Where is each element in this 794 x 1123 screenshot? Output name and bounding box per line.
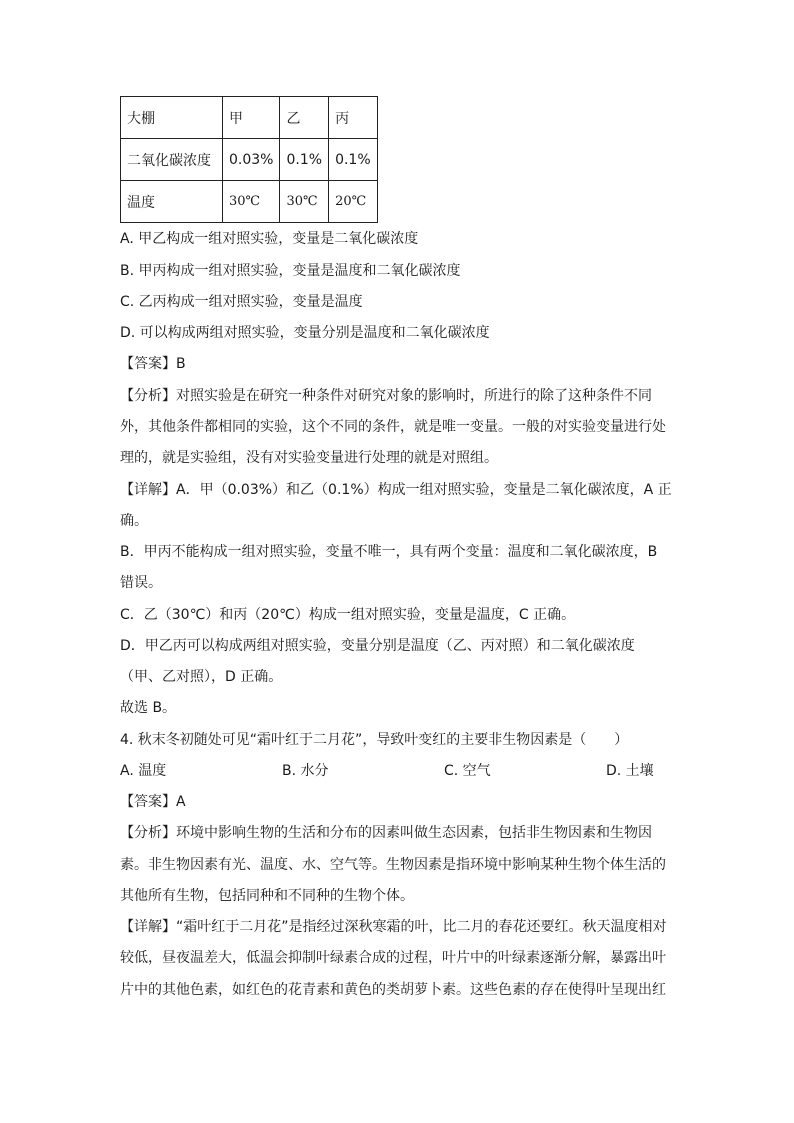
table-row [121,139,378,181]
table-header-cell: 甲 [223,97,280,139]
q3-answer: 【答案】B [120,356,186,372]
q3-detail-line: 故选 B。 [120,700,177,716]
q4-detail-line: 【详解】“霜叶红于二月花”是指经过深秋寒霜的叶，比二月的春花还要红。秋天温度相对 [120,919,667,935]
table-cell: 30℃ [280,181,329,223]
table-cell: 二氧化碳浓度 [121,139,223,181]
q3-detail-line: B．甲丙不能构成一组对照实验，变量不唯一，具有两个变量：温度和二氧化碳浓度，B [120,544,658,560]
q3-detail-line: 确。 [120,513,148,529]
q4-option-b: B. 水分 [282,763,329,779]
table-header-cell: 大棚 [121,97,223,139]
table-cell: 0.1% [280,139,329,181]
table-cell: 温度 [121,181,223,223]
table-cell: 0.1% [329,139,378,181]
table-header-cell: 丙 [329,97,378,139]
q3-option-c: C. 乙丙构成一组对照实验，变量是温度 [120,294,363,310]
q4-option-d: D. 土壤 [606,763,654,779]
q3-detail-line: （甲、乙对照），D 正确。 [120,669,283,685]
q4-analysis-line: 其他所有生物，包括同种和不同种的生物个体。 [120,888,414,904]
q3-analysis-line: 理的，就是实验组，没有对实验变量进行处理的就是对照组。 [120,450,498,466]
q3-detail-line: 错误。 [120,575,162,591]
q3-detail-line: D．甲乙丙可以构成两组对照实验，变量分别是温度（乙、丙对照）和二氧化碳浓度 [120,638,635,654]
q3-detail-line: 【详解】A．甲（0.03%）和乙（0.1%）构成一组对照实验，变量是二氧化碳浓度，A 正 [120,482,672,498]
table-cell: 0.03% [223,139,280,181]
table-header-cell: 乙 [280,97,329,139]
greenhouse-table [120,96,378,223]
q4-detail-line: 片中的其他色素，如红色的花青素和黄色的类胡萝卜素。这些色素的存在使得叶呈现出红 [120,982,666,998]
q3-analysis-line: 【分析】对照实验是在研究一种条件对研究对象的影响时，所进行的除了这种条件不同 [120,388,652,404]
q4-option-c: C. 空气 [444,763,491,779]
q4-stem: 4. 秋末冬初随处可见“霜叶红于二月花”，导致叶变红的主要非生物因素是（ ） [120,732,629,748]
q3-detail-line: C．乙（30℃）和丙（20℃）构成一组对照实验，变量是温度，C 正确。 [120,607,576,623]
q4-analysis-line: 素。非生物因素有光、温度、水、空气等。生物因素是指环境中影响某种生物个体生活的 [120,857,666,873]
table-cell: 30℃ [223,181,280,223]
q4-analysis-line: 【分析】环境中影响生物的生活和分布的因素叫做生态因素，包括非生物因素和生物因 [120,825,652,841]
q3-option-d: D. 可以构成两组对照实验，变量分别是温度和二氧化碳浓度 [120,325,490,341]
table-cell: 20℃ [329,181,378,223]
q4-detail-line: 较低，昼夜温差大，低温会抑制叶绿素合成的过程，叶片中的叶绿素逐渐分解，暴露出叶 [120,950,666,966]
q3-analysis-line: 外，其他条件都相同的实验，这个不同的条件，就是唯一变量。一般的对实验变量进行处 [120,419,666,435]
q3-option-b: B. 甲丙构成一组对照实验，变量是温度和二氧化碳浓度 [120,263,461,279]
q3-option-a: A. 甲乙构成一组对照实验，变量是二氧化碳浓度 [120,231,419,247]
table-row [121,97,378,139]
q4-answer: 【答案】A [120,794,186,810]
q4-option-a: A. 温度 [120,763,167,779]
table-row [121,181,378,223]
